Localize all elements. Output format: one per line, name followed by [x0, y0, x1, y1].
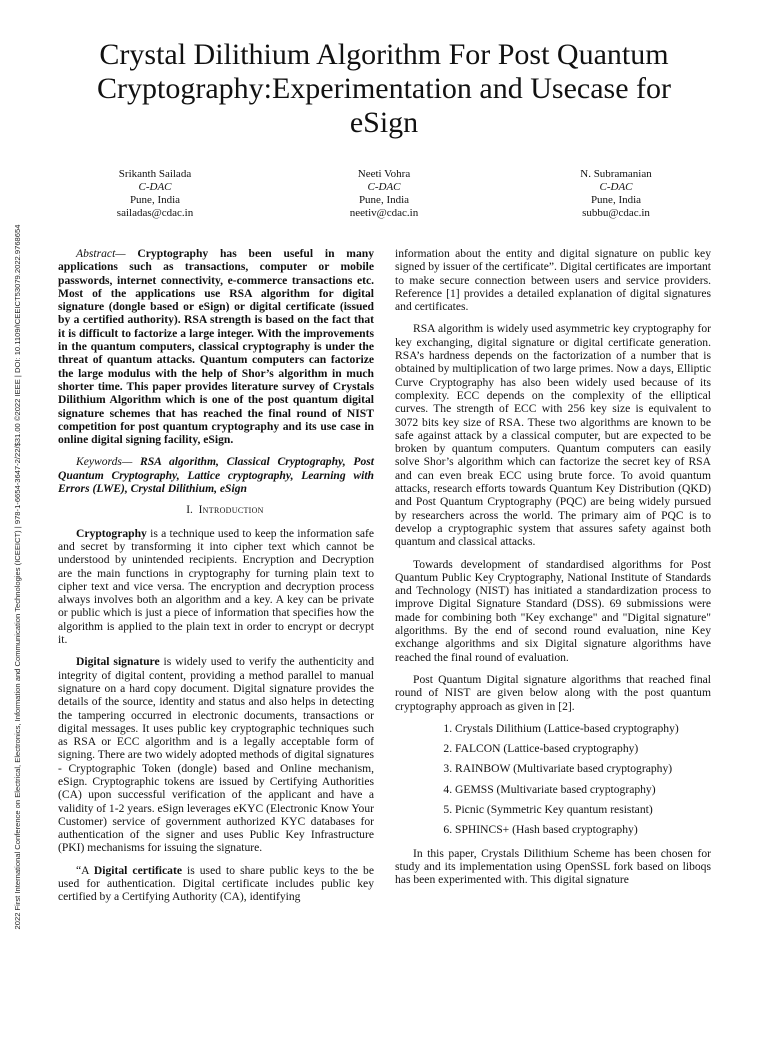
author-name: Srikanth Sailada: [118, 168, 192, 180]
author-location: Pune, India: [590, 194, 642, 206]
paragraph-final-round: Post Quantum Digital signature algorithms that reached final round of NIST are given below along with the post quantum cryptography approach as given in [2].: [395, 672, 711, 713]
author-affiliation: C-DAC: [367, 181, 401, 193]
abstract-text: Cryptography has been useful in many applications such as transactions, computer or mobile passwords, internet connectivity, e-commerce transactions etc. Most of the applications use RSA algorithm for digital signature (dongle based or eSign) or digital certificate (issued by a certified authority). RSA strength is based on the fact that it is difficult to factorize a large integer. With the improvements in the quantum computers, classical cryptography is under the threat of quantum attacks. Quantum computers can factorize the large modulus with the help of Shor’s algorithm in much shorter time. This paper provides literature survey of Crystals Dilithium Algorithm which is one of the post quantum digital signature schemes that has reached the final round of NIST competition for post quantum cryptography and its use case in online digital signing facility, eSign.: [58, 247, 374, 447]
list-item: 6. SPHINCS+ (Hash based cryptography): [455, 823, 711, 836]
paragraph-nist: Towards development of standardised algorithms for Post Quantum Public Key Cryptography, National Institute of Standards and Technology (NIST) has initiated a standardization process to improve Digital Signature Standard (DSS). 69 submissions were made for combining both "Key exchange" and "Digital signature" algorithms. By the end of second round evaluation, nine Key exchange algorithms and six Digital signature algorithms have reached the final round of evaluation.: [395, 557, 711, 664]
right-column: [395, 247, 711, 895]
paragraph-text: is a technique used to keep the information safe and secret by transforming it into cipher text which cannot be understood by unintended recipients. Encryption and Decryption are the main functions in cryptography for turning plain text to cipher text and vice versa. The encryption and decryption process always involves both an algorithm and a key. A key can be private or public which is just a piece of information that specifies how the algorithm is applied to the plain text in order to encrypt or decrypt it.: [58, 526, 374, 647]
left-column: [58, 247, 374, 913]
paper-title: Crystal Dilithium Algorithm For Post Quantum Cryptography:Experimentation and Usecase for eSign: [97, 38, 671, 139]
paragraph-this-paper: In this paper, Crystals Dilithium Scheme has been chosen for study and its implementation using OpenSSL fork based on liboqs has been experimented with. This digital signature: [395, 846, 711, 887]
author-email: neetiv@cdac.in: [349, 207, 419, 219]
abstract-lead: Abstract—: [76, 247, 126, 260]
paragraph-digital-signature: [58, 655, 374, 854]
conference-side-note: 2022 First International Conference on Electrical, Electronics, Information and Communication Technologies (ICEEICT) | 978-1-6654-3647-2/22/$31.00 ©2022 IEEE | DOI: 10.1109/ICEEICT53079.2022.9768654: [13, 224, 22, 930]
author-affiliation: C-DAC: [599, 181, 633, 193]
paragraph-rsa: RSA algorithm is widely used asymmetric key cryptography for key exchanging, digital signature or digital certificate generation. RSA’s hardness depends on the factorization of a number that is obtained by multiplication of two large primes. Now a days, Elliptic Curve Cryptography has also been widely used because of its complexity. ECC depends on the complexity of the elliptical curves. The strength of ECC with 256 key size is equivalent to 3072 bits key size of RSA. These two algorithms are known to be safe against attack by a classical computer, but are expected to be broken by quantum computers. Quantum computers can easily solve Shor’s algorithm which can factorize the secret key of RSA and can even break ECC using brute force. To avoid quantum attacks, research efforts towards Quantum Key Distribution (QKD) and Post Quantum Cryptography (PQC) are being widely pursued by researchers across the world. The primary aim of PQC is to develop a cryptographic system that assures safety against both quantum and classical attacks.: [395, 322, 711, 549]
term-digital-certificate: Digital certificate: [93, 863, 182, 877]
list-item: 2. FALCON (Lattice-based cryptography): [455, 742, 711, 755]
section-number: I.: [186, 504, 193, 517]
keywords-text: RSA algorithm, Classical Cryptography, Post Quantum Cryptography, Lattice cryptography, Learning with Errors (LWE), Crystal Dilithium, eSign: [58, 455, 374, 496]
author-name: Neeti Vohra: [357, 168, 411, 180]
term-cryptography: Cryptography: [76, 526, 147, 540]
author-2: [284, 168, 484, 220]
author-location: Pune, India: [358, 194, 410, 206]
author-email: sailadas@cdac.in: [116, 207, 194, 219]
author-affiliation: C-DAC: [138, 181, 172, 193]
abstract: [58, 247, 374, 446]
keywords: [58, 455, 374, 495]
list-item: 3. RAINBOW (Multivariate based cryptography): [455, 762, 711, 775]
author-name: N. Subramanian: [580, 168, 652, 180]
paragraph-digital-certificate: [58, 864, 374, 904]
author-3: [516, 168, 716, 220]
author-1: [55, 168, 255, 220]
author-email: subbu@cdac.in: [582, 207, 650, 219]
author-location: Pune, India: [129, 194, 181, 206]
keywords-lead: Keywords—: [76, 455, 133, 469]
term-digital-signature: Digital signature: [76, 655, 160, 669]
section-title: Introduction: [198, 504, 264, 517]
paragraph-certificate-continued: information about the entity and digital signature on public key signed by issuer of the certificate”. Digital certificates are important to make secure connection between users and service providers. Reference [1] provides a detailed explanation of digital signatures and certificates.: [395, 247, 711, 314]
paragraph-cryptography: [58, 527, 374, 647]
list-item: 4. GEMSS (Multivariate based cryptography): [455, 783, 711, 796]
paragraph-text: is used to share public keys to the be used for authentication. Digital certificate includes public key certified by a Certifying Authority (CA), identifying: [58, 863, 375, 904]
algorithm-list: [395, 722, 711, 837]
section-heading-introduction: [58, 504, 374, 517]
list-item: 5. Picnic (Symmetric Key quantum resistant): [455, 803, 711, 816]
list-item: 1. Crystals Dilithium (Lattice-based cryptography): [455, 722, 711, 735]
paragraph-text: “A: [76, 863, 94, 877]
paragraph-text: is widely used to verify the authenticity and integrity of digital content, providing a method parallel to manual signature on a hard copy document. Digital signature provides the details of the source, identity and status and also helps in detecting the tampering occurred in electronic documents, transactions or digital messages. It uses public key cryptographic techniques such as RSA or ECC algorithm and is a legally acceptable form of signing. There are two widely adopted methods of digital signatures - Cryptographic Token (dongle) based and Online mechanism, eSign. Cryptographic tokens are issued by Certifying Authorities (CA) upon successful verification of the applicant and have a validity of 1-2 years. eSign leverages eKYC (Electronic Know Your Customer) service of government authorized KYC databases for authentication of the signer and uses Public Key Infrastructure (PKI) mechanisms for issuing the signature.: [58, 655, 375, 855]
